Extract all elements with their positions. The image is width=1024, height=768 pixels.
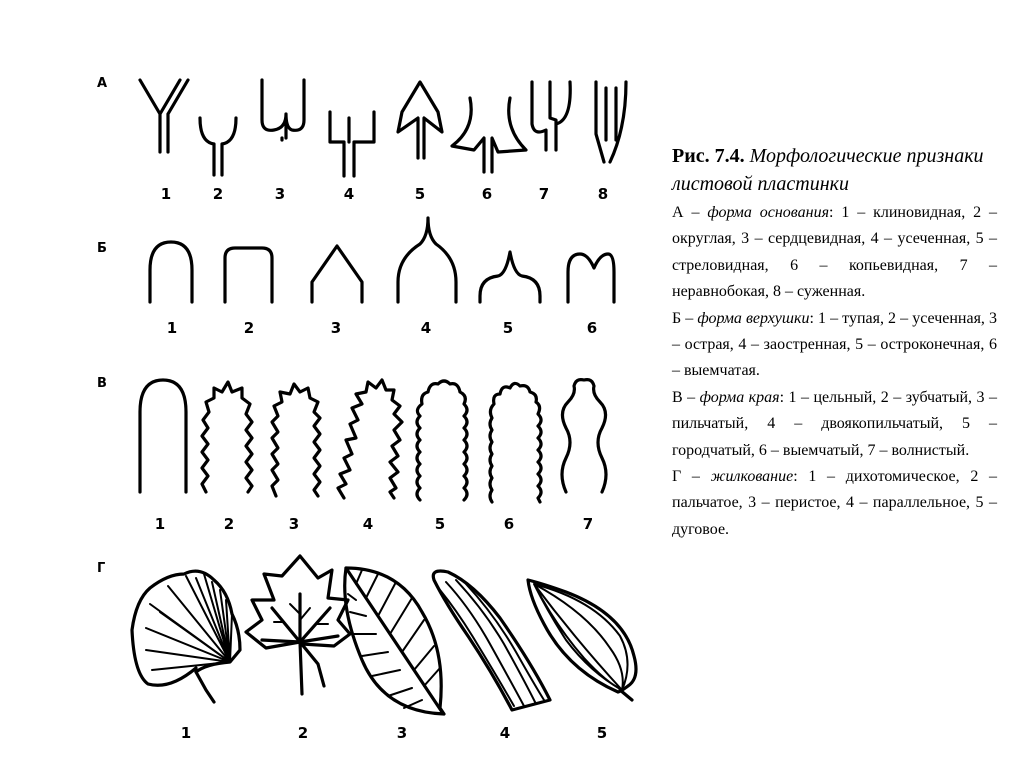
row-b-number: 5 xyxy=(502,319,514,337)
row-b-number: 6 xyxy=(586,319,598,337)
caption-item-b: Б – форма верхушки: 1 – тупая, 2 – усеченная, 3 – острая, 4 – заостренная, 5 – остроконечная, 6 – выемчатая. xyxy=(672,309,998,380)
row-v-numbers xyxy=(155,515,593,533)
row-b-number: 4 xyxy=(420,319,432,337)
margin-shape-double-serrate xyxy=(338,380,402,498)
caption-item-v: В – форма края: 1 – цельный, 2 – зубчатый, 3 – пильчатый, 4 – двоякопильчатый, 5 – городчатый, 6 – выемчатый, 7 – волнистый. xyxy=(672,388,998,459)
row-g-numbers xyxy=(181,724,607,742)
row-v-number: 4 xyxy=(362,515,374,533)
row-a-number: 6 xyxy=(481,185,493,203)
row-v-number: 7 xyxy=(582,515,594,533)
row-g-number: 3 xyxy=(396,724,408,742)
row-b-numbers xyxy=(167,319,597,337)
apex-shape-acute xyxy=(312,246,362,302)
row-v-number: 3 xyxy=(288,515,300,533)
base-shape-cuneate xyxy=(140,80,188,152)
row-b-apex-shapes xyxy=(150,218,614,302)
row-label-v: В xyxy=(97,376,107,391)
row-label-g: Г xyxy=(97,561,106,576)
base-shape-oblique xyxy=(532,82,570,150)
venation-dichotomous xyxy=(132,571,240,702)
figure-label: Рис. 7.4. xyxy=(672,145,745,167)
row-b-number: 3 xyxy=(330,319,342,337)
margin-shape-crenate xyxy=(417,381,467,500)
apex-shape-emarginate xyxy=(568,254,614,302)
row-g-number: 1 xyxy=(180,724,192,742)
row-a-number: 1 xyxy=(160,185,172,203)
row-v-number: 6 xyxy=(503,515,515,533)
base-shape-rounded xyxy=(200,118,236,175)
caption-item-g: Г – жилкование: 1 – дихотомическое, 2 – пальчатое, 3 – перистое, 4 – параллельное, 5 – дуговое. xyxy=(672,468,998,538)
row-g-venation xyxy=(132,556,636,714)
row-a-number: 4 xyxy=(343,185,355,203)
margin-shape-undulate xyxy=(562,380,606,492)
row-b-number: 2 xyxy=(243,319,255,337)
base-shape-truncate xyxy=(330,112,374,176)
base-shape-hastate xyxy=(452,98,526,172)
row-v-number: 5 xyxy=(434,515,446,533)
row-label-a: А xyxy=(97,76,108,91)
margin-shape-entire xyxy=(140,380,186,492)
row-a-base-shapes xyxy=(140,80,626,176)
apex-shape-acuminate xyxy=(398,218,456,302)
row-a-number: 2 xyxy=(212,185,224,203)
row-b-number: 1 xyxy=(166,319,178,337)
row-a-number: 7 xyxy=(538,185,550,203)
margin-shape-serrate xyxy=(272,384,320,496)
venation-pinnate xyxy=(345,568,444,714)
row-a-numbers xyxy=(161,185,608,203)
caption-item-a: А – форма основания: 1 – клиновидная, 2 – округлая, 3 – сердцевидная, 4 – усеченная, 5 – стреловидная, 6 – копьевидная, 7 – неравнобокая, 8 – суженная. xyxy=(672,204,997,301)
margin-shape-dentate xyxy=(202,382,252,492)
row-v-number: 1 xyxy=(154,515,166,533)
row-a-number: 8 xyxy=(597,185,609,203)
row-a-number: 5 xyxy=(414,185,426,203)
venation-palmate xyxy=(246,556,350,694)
caption-title xyxy=(672,142,997,198)
row-a-number: 3 xyxy=(274,185,286,203)
figure-caption xyxy=(672,142,997,543)
row-g-number: 5 xyxy=(596,724,608,742)
margin-shape-sinuate xyxy=(490,383,541,502)
apex-shape-obtuse xyxy=(150,242,192,302)
row-g-number: 2 xyxy=(297,724,309,742)
row-g-number: 4 xyxy=(499,724,511,742)
apex-shape-mucronate xyxy=(480,252,540,302)
venation-arcuate xyxy=(528,580,636,700)
row-label-b: Б xyxy=(97,241,107,256)
base-shape-sagittate xyxy=(398,82,442,158)
figure-title: Морфологические признаки листовой пластинки xyxy=(672,145,984,195)
base-shape-cordate xyxy=(262,80,304,140)
row-v-margin-shapes xyxy=(140,380,606,502)
apex-shape-truncate xyxy=(225,248,272,302)
venation-parallel xyxy=(433,571,550,710)
base-shape-attenuate xyxy=(596,82,626,162)
row-v-number: 2 xyxy=(223,515,235,533)
